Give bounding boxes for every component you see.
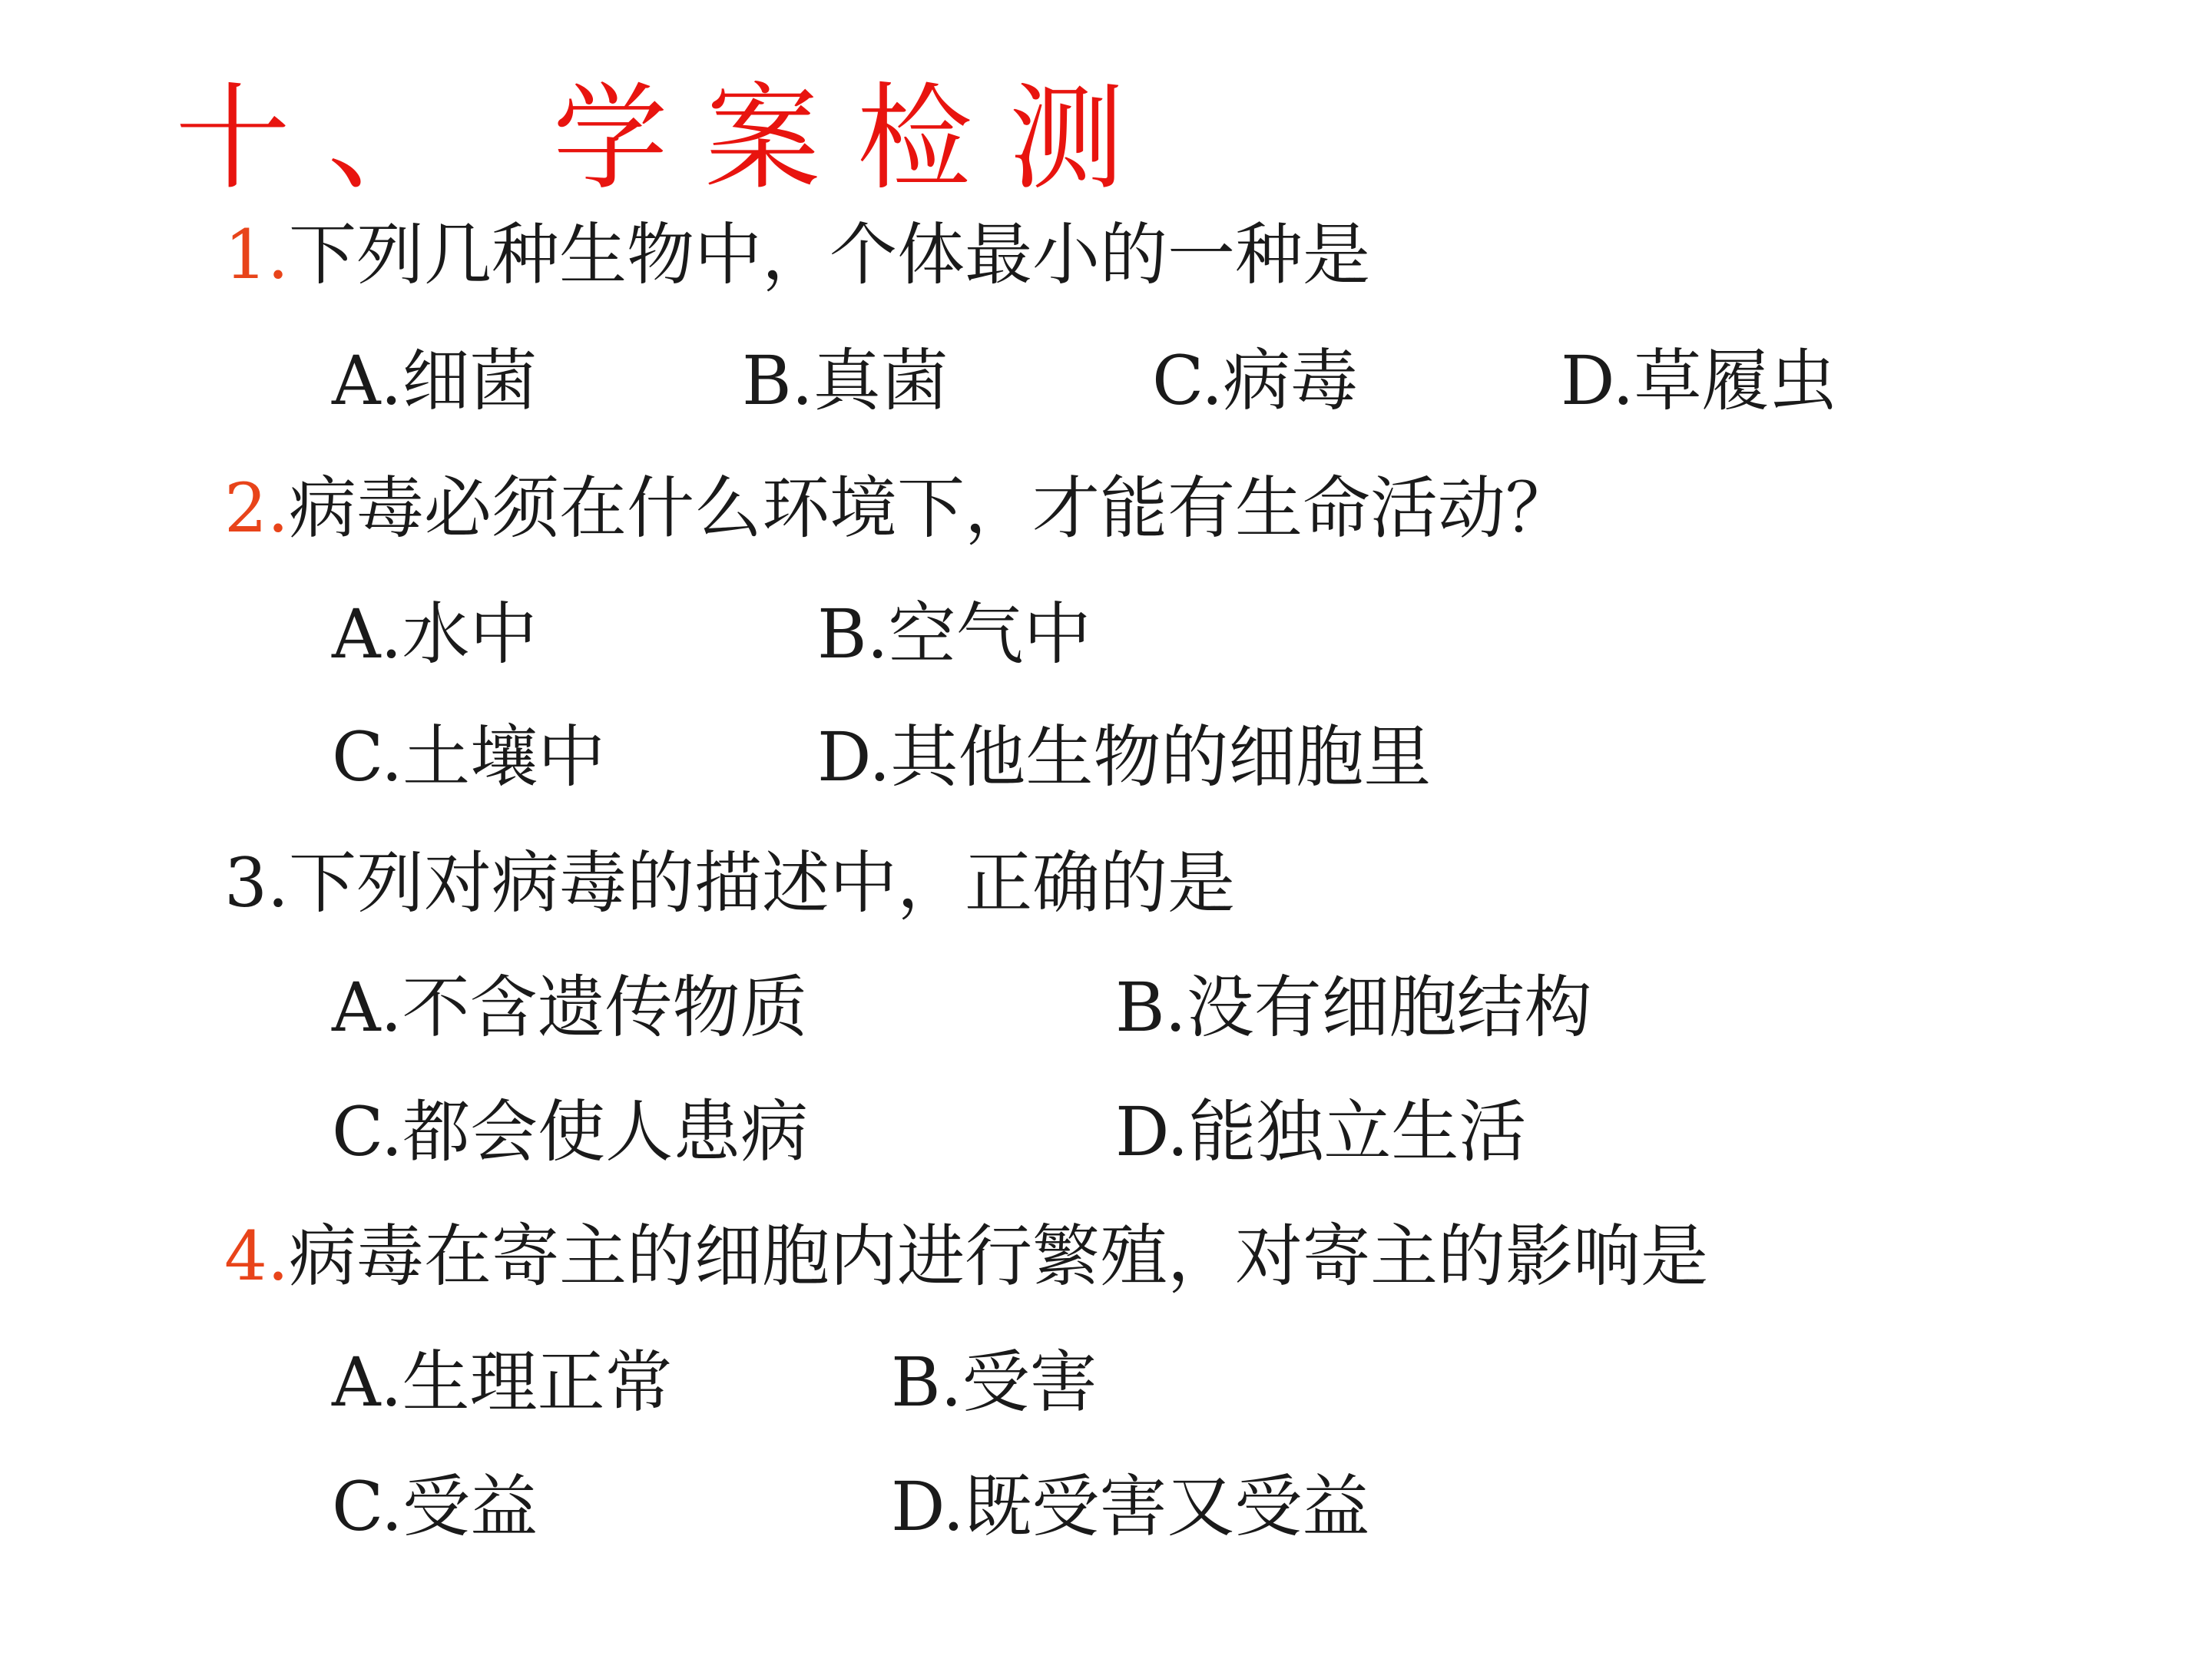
question-1-option-a: A.细菌 xyxy=(332,341,538,420)
question-number: 2. xyxy=(224,469,289,548)
question-2 xyxy=(224,470,1573,547)
question-1-option-c: C.病毒 xyxy=(1152,341,1359,420)
question-3-option-a: A.不含遗传物质 xyxy=(332,968,808,1047)
question-3-option-b: B.没有细胞结构 xyxy=(1115,968,1592,1047)
question-text: 病毒在寄主的细胞内进行繁殖，对寄主的影响是 xyxy=(288,1217,1708,1296)
question-4-option-c: C.受益 xyxy=(332,1467,538,1546)
page-title: 十、 学案检测 xyxy=(175,72,1161,206)
question-1-option-b: B.真菌 xyxy=(742,341,949,420)
question-2-option-b: B.空气中 xyxy=(817,594,1091,674)
question-2-option-d: D.其他生物的细胞里 xyxy=(817,717,1432,796)
question-3-option-d: D.能独立生活 xyxy=(1115,1092,1527,1171)
question-1-option-d: D.草履虫 xyxy=(1561,341,1837,420)
question-3 xyxy=(224,845,1235,922)
question-number: 1. xyxy=(224,215,289,294)
question-text: 下列几种生物中，个体最小的一种是 xyxy=(288,215,1370,294)
question-text: 下列对病毒的描述中，正确的是 xyxy=(288,843,1235,922)
question-3-option-c: C.都会使人患病 xyxy=(332,1092,809,1171)
question-2-option-c: C.土壤中 xyxy=(332,717,606,796)
question-1 xyxy=(224,217,1370,293)
question-4 xyxy=(224,1218,1708,1295)
question-4-option-a: A.生理正常 xyxy=(332,1343,673,1422)
question-text: 病毒必须在什么环境下，才能有生命活动？ xyxy=(288,469,1573,548)
question-4-option-d: D.既受害又受益 xyxy=(891,1467,1370,1546)
question-number: 4. xyxy=(224,1217,289,1296)
question-2-option-a: A.水中 xyxy=(332,594,538,674)
question-number: 3. xyxy=(224,843,289,922)
question-4-option-b: B.受害 xyxy=(891,1343,1098,1422)
